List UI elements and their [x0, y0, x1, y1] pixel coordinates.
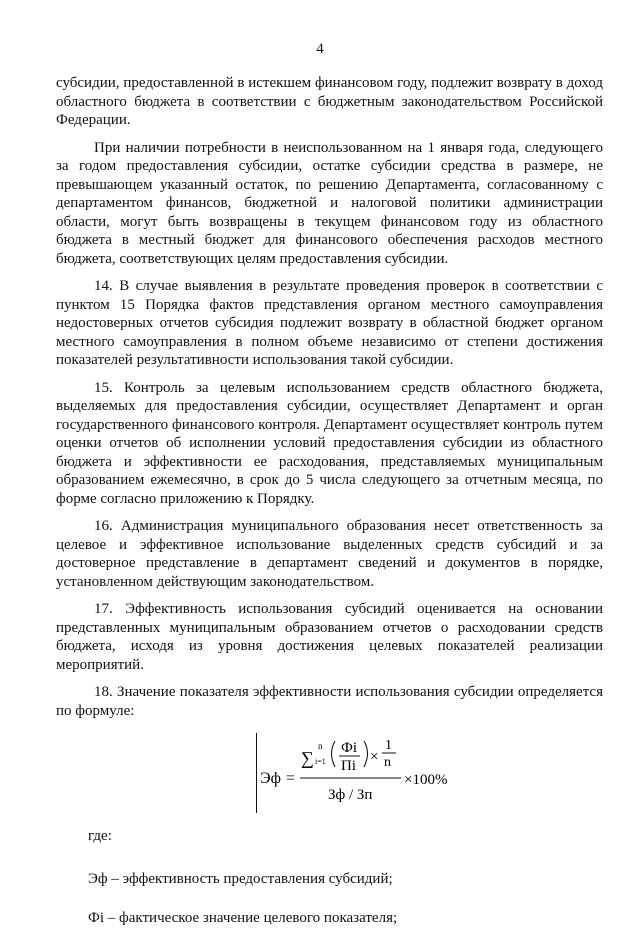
document-body	[56, 74, 603, 949]
formula-sum-sign: ∑	[301, 748, 314, 768]
paragraph-17: 17. Эффективность использования субсидий оценивается на основании представленных муниципальным образованием отчетов о расходовании средств бюджета, исходя из уровня достижения целевых показателей реализации мероприятий.	[56, 601, 603, 673]
paragraph-18: 18. Значение показателя эффективности использования субсидии определяется по формуле:	[56, 684, 603, 719]
formula-one: 1	[385, 738, 392, 753]
formula-lhs: Эф	[260, 770, 281, 787]
paragraph-15: 15. Контроль за целевым использованием средств областного бюджета, выделяемых для предоставления субсидии, осуществляет Департамент и орган государственного финансового контроля. Департамент осуществляет контроль путем оценки отчетов об исполнении условий предоставления субсидии из областного бюджета и эффективности ее расходования, представляемых муниципальным образованием ежемесячно, в срок до 5 числа следующего за отчетным месяца, по форме согласно приложению к Порядку.	[56, 379, 603, 507]
formula-equals: =	[286, 770, 296, 787]
formula-frac-num: Фi	[341, 740, 358, 756]
definitions-block	[56, 827, 603, 928]
formula-times: ×	[370, 749, 379, 765]
where-label: где:	[88, 828, 112, 844]
formula-n: n	[384, 755, 391, 770]
formula-right-paren	[364, 741, 368, 767]
definition-ef: Эф – эффективность предоставления субсидий;	[88, 870, 393, 887]
formula-left-paren	[332, 741, 336, 767]
formula-sum-upper: n	[318, 741, 323, 751]
paragraph-14: 14. В случае выявления в результате проведения проверок в соответствии с пунктом 15 Порядка фактов представления органом местного самоуправления недостоверных отчетов субсидия подлежит возврату в областной бюджет органом местного самоуправления в полном объеме независимо от степени достижения показателей результативности использования такой субсидии.	[56, 278, 603, 368]
page-number: 4	[316, 41, 324, 57]
formula-sum-lower: i=1	[315, 757, 326, 766]
formula-svg	[256, 733, 516, 817]
formula-denominator: Зф / Зп	[328, 787, 373, 803]
definition-fi: Фi – фактическое значение целевого показателя;	[88, 910, 398, 926]
formula-tail: ×100%	[404, 772, 448, 788]
formula-frac-den: Пi	[341, 758, 356, 774]
paragraph-continuation: субсидии, предоставленной в истекшем финансовом году, подлежит возврату в доход областного бюджета в соответствии с бюджетным законодательством Российской Федерации.	[56, 75, 603, 128]
efficiency-formula	[56, 729, 603, 821]
paragraph-unused-balance: При наличии потребности в неиспользованном на 1 января года, следующего за годом предоставления субсидии, остатке субсидии средства в размере, не превышающем указанный остаток, по решению Департамента, согласованному с департаментом финансов, бюджетной и налоговой политики администрации области, могут быть возвращены в текущем финансовом году из областного бюджета в местный бюджет для финансового обеспечения расходов местного бюджета, соответствующих целям предоставления субсидии.	[56, 139, 603, 267]
paragraph-16: 16. Администрация муниципального образования несет ответственность за целевое и эффективное использование выделенных средств субсидий и за достоверное представление в департамент сведений и документов в порядке, установленном действующим законодательством.	[56, 518, 603, 590]
